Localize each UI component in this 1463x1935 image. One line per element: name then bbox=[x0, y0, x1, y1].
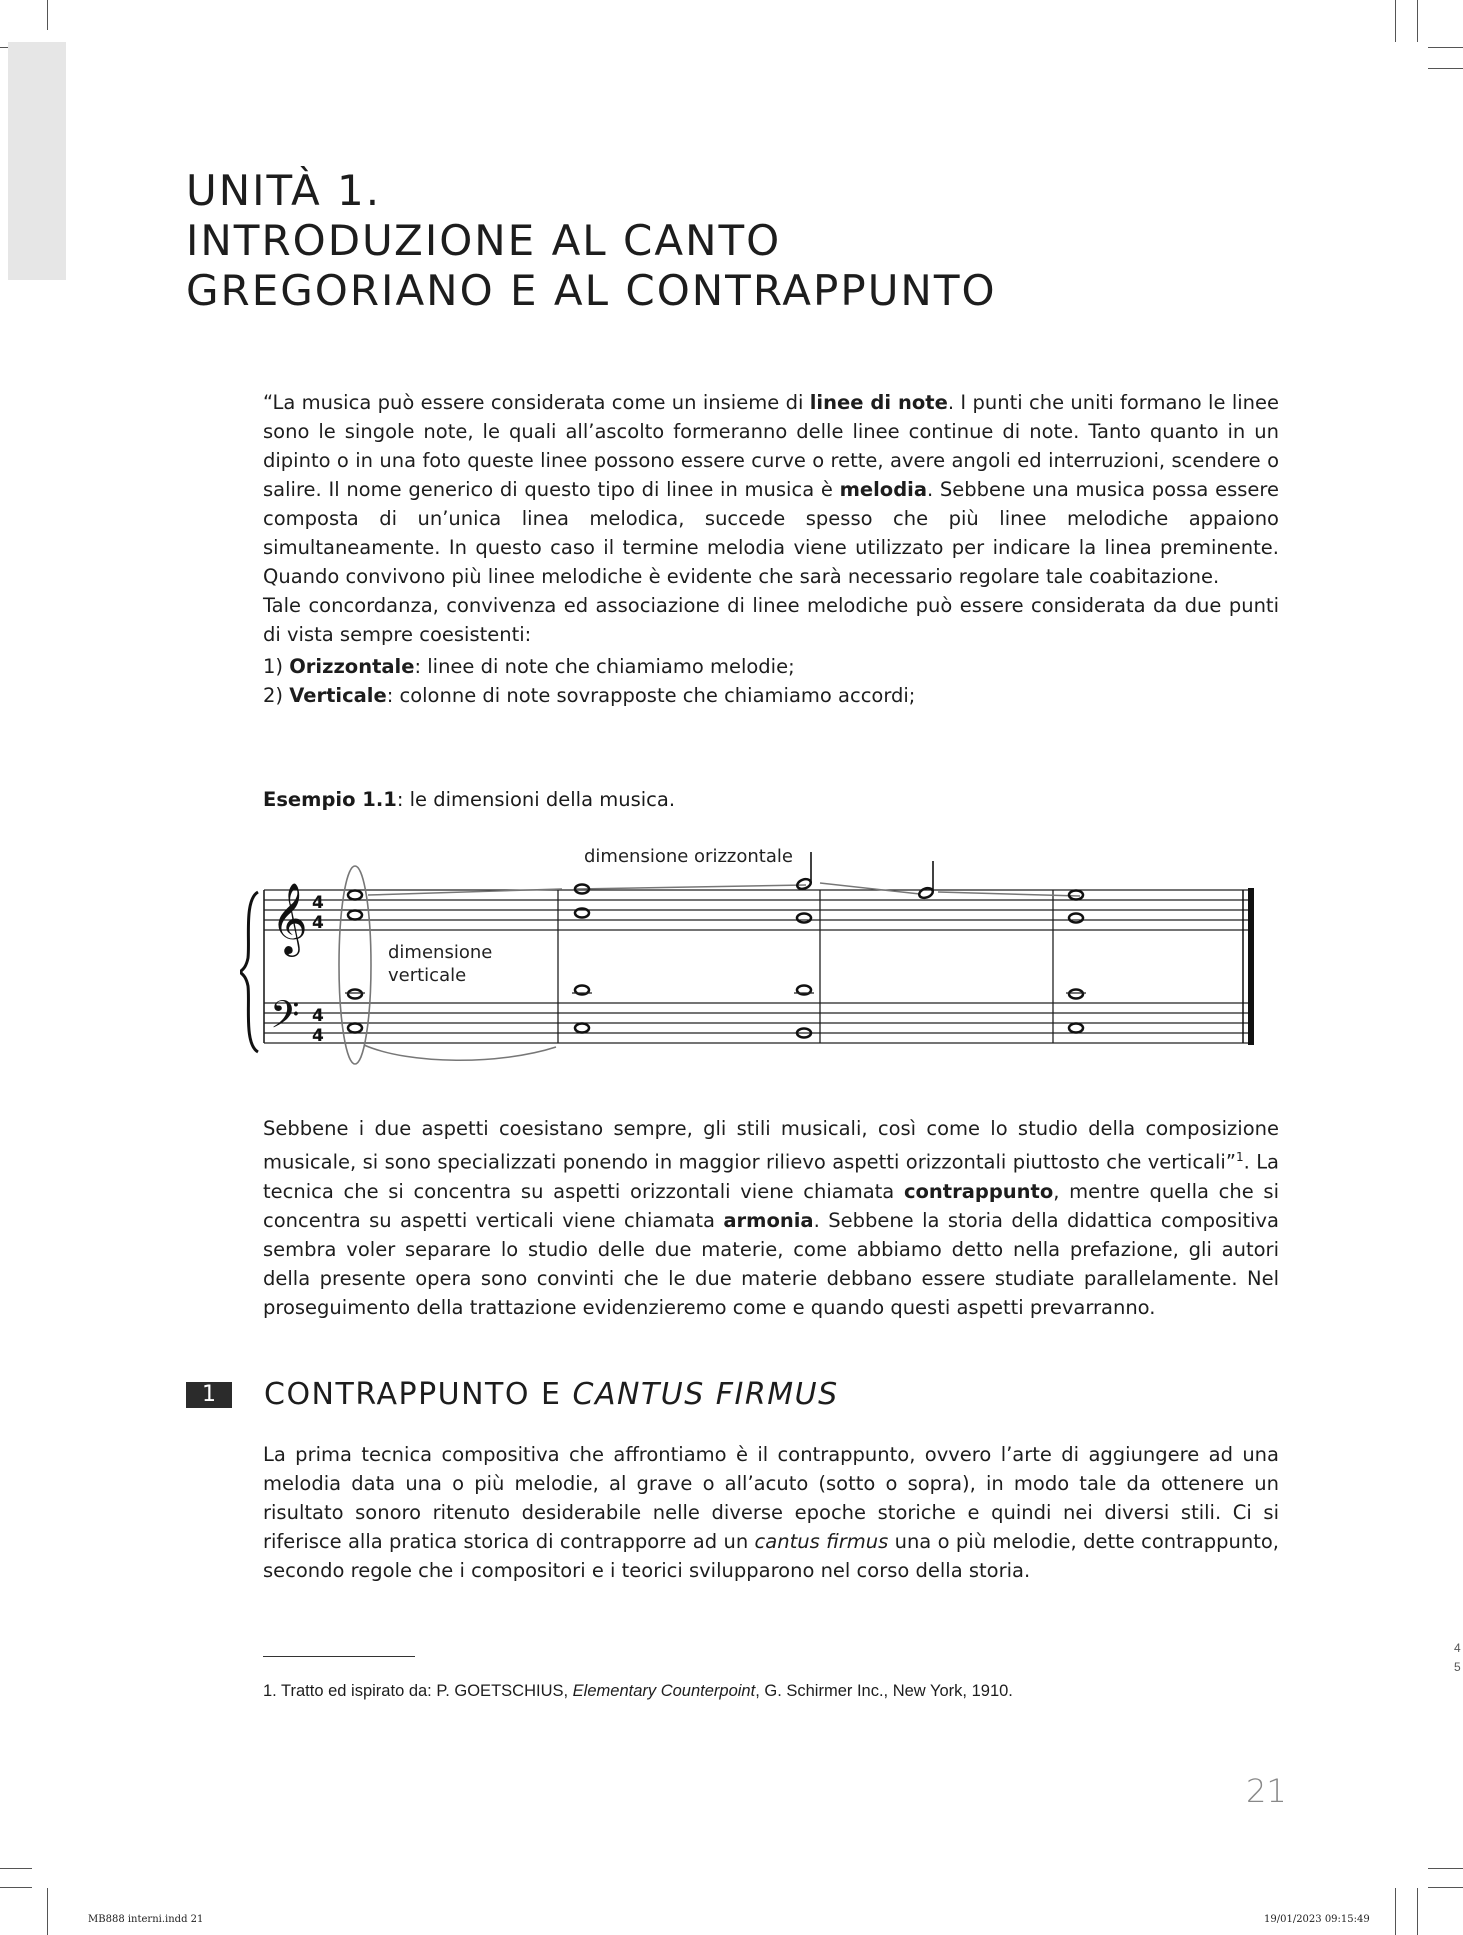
list-text: : linee di note che chiamiamo melodie; bbox=[414, 655, 795, 678]
term-armonia: armonia bbox=[723, 1208, 814, 1232]
slug-filename: MB888 interni.indd 21 bbox=[88, 1914, 204, 1925]
example-caption-text: : le dimensioni della musica. bbox=[396, 788, 676, 811]
section-title-italic: CANTUS FIRMUS bbox=[572, 1377, 839, 1412]
crop-mark bbox=[1417, 0, 1418, 42]
horizontal-dimension-label: dimensione orizzontale bbox=[584, 846, 793, 867]
whole-note bbox=[797, 914, 811, 1038]
intro-paragraph-1 bbox=[263, 388, 1279, 591]
text-run: . I punti che uniti formano le linee sono le singole note, le quali all’ascolto formeranno delle linee continue di note. Tanto quanto in un dipinto o in una foto queste linee possono essere curve o rette, avere angoli ed interruzioni, scendere o salire. Il nome generico di questo tipo di linee in musica è bbox=[263, 391, 1280, 501]
edge-mark: 5 bbox=[1454, 1660, 1461, 1674]
crop-mark bbox=[1428, 1887, 1463, 1888]
crop-mark bbox=[1395, 0, 1396, 42]
text-run: , G. Schirmer Inc., New York, 1910. bbox=[755, 1682, 1013, 1700]
list-number: 2) bbox=[263, 684, 284, 707]
section-paragraph bbox=[263, 1440, 1279, 1585]
treble-staff bbox=[264, 890, 1254, 930]
intro-text bbox=[263, 388, 1279, 710]
vertical-dimension-label-1: dimensione bbox=[388, 942, 493, 963]
term-cantus-firmus: cantus firmus bbox=[754, 1530, 889, 1553]
section-number-badge: 1 bbox=[186, 1382, 232, 1408]
term-melodia: melodia bbox=[839, 478, 927, 501]
crop-mark bbox=[1417, 1888, 1418, 1935]
term-contrappunto: contrappunto bbox=[903, 1179, 1054, 1203]
footnote-reference[interactable]: 1 bbox=[1235, 1150, 1244, 1164]
svg-text:4: 4 bbox=[312, 913, 324, 933]
section-title bbox=[264, 1377, 839, 1412]
crop-mark bbox=[0, 1868, 32, 1869]
time-signature-bass bbox=[312, 1006, 324, 1046]
whole-note bbox=[575, 885, 589, 1033]
after-example-paragraph bbox=[263, 1114, 1279, 1322]
svg-text:4: 4 bbox=[312, 893, 324, 913]
bass-connecting-arc bbox=[364, 1045, 556, 1060]
text-run: . Sebbene la storia della didattica compositiva sembra voler separare lo studio delle due materie, come abbiamo detto nella prefazione, gli autori della presente opera sono convinti che le due materie debbano essere studiate parallelamente. Nel proseguimento della trattazione evidenzieremo come e quando questi aspetti prevarranno. bbox=[263, 1208, 1280, 1319]
whole-note bbox=[1069, 891, 1083, 1033]
text-run: , mentre quella che si concentra su aspetti verticali viene chiamata bbox=[263, 1179, 1279, 1232]
text-run: La prima tecnica compositiva che affrontiamo è il contrappunto, ovvero l’arte di aggiungere ad una melodia data una o più melodie, al grave o all’acuto (sotto o sopra), in modo tale da ottenere un risultato sonoro ritenuto desiderabile nelle diverse epoche storiche e quindi nei diversi stili. Ci si riferisce alla pratica storica di contrapporre ad un bbox=[263, 1443, 1279, 1553]
text-run: “La musica può essere considerata come un insieme di bbox=[263, 391, 810, 414]
text-run: Sebbene i due aspetti coesistano sempre, gli stili musicali, così come lo studio della composizione musicale, si sono specializzati ponendo in maggior rilievo aspetti orizzontali piuttosto che verticali” bbox=[263, 1117, 1279, 1174]
music-example-figure bbox=[240, 840, 1280, 1070]
chapter-heading-line-2: INTRODUZIONE AL CANTO bbox=[186, 216, 782, 265]
list-number: 1) bbox=[263, 655, 284, 678]
list-term: Orizzontale bbox=[289, 655, 415, 678]
treble-clef-icon: 𝄞 bbox=[271, 881, 308, 954]
chapter-heading-line-3: GREGORIANO E AL CONTRAPPUNTO bbox=[186, 266, 997, 315]
list-item-verticale bbox=[263, 681, 1279, 710]
text-run: 1. Tratto ed ispirato da: P. GOETSCHIUS, bbox=[263, 1682, 573, 1700]
crop-mark bbox=[1428, 47, 1463, 48]
list-item-orizzontale bbox=[263, 652, 1279, 681]
bass-clef-icon: 𝄢 bbox=[270, 992, 300, 1046]
footnote-book-title: Elementary Counterpoint bbox=[572, 1682, 756, 1700]
vertical-dimension-label-2: verticale bbox=[388, 965, 467, 986]
crop-mark bbox=[47, 0, 48, 30]
example-number: Esempio 1.1 bbox=[263, 788, 397, 811]
svg-text:4: 4 bbox=[312, 1026, 324, 1046]
chapter-heading-line-1: UNITÀ 1. bbox=[186, 166, 382, 215]
crop-mark bbox=[47, 1888, 48, 1935]
svg-text:4: 4 bbox=[312, 1006, 324, 1026]
text-run: una o più melodie, dette contrappunto, secondo regole che i compositori e i teorici svilupparono nel corso della storia. bbox=[263, 1530, 1280, 1582]
vertical-dimension-ellipse bbox=[339, 866, 371, 1064]
grand-staff-brace bbox=[240, 892, 258, 1052]
time-signature-treble bbox=[312, 893, 324, 933]
final-barline-thick bbox=[1248, 888, 1254, 1045]
term-linee-di-note: linee di note bbox=[809, 391, 948, 414]
crop-mark bbox=[1395, 1888, 1396, 1935]
after-example-text bbox=[263, 1114, 1279, 1322]
list-text: : colonne di note sovrapposte che chiamiamo accordi; bbox=[386, 684, 916, 707]
bass-staff bbox=[264, 1003, 1254, 1043]
crop-mark bbox=[1428, 68, 1463, 69]
list-term: Verticale bbox=[289, 684, 387, 707]
edge-mark: 4 bbox=[1454, 1641, 1461, 1655]
section-title-text: CONTRAPPUNTO E bbox=[264, 1377, 573, 1412]
crop-mark bbox=[0, 1887, 32, 1888]
chapter-heading bbox=[186, 166, 1286, 316]
intro-paragraph-2: Tale concordanza, convivenza ed associazione di linee melodiche può essere considerata da due punti di vista sempre coesistenti: bbox=[263, 594, 1279, 646]
whole-note bbox=[348, 891, 362, 1033]
page-number: 21 bbox=[1246, 1772, 1287, 1810]
section-text bbox=[263, 1440, 1279, 1585]
slug-timestamp: 19/01/2023 09:15:49 bbox=[1264, 1914, 1370, 1925]
text-run: . La tecnica che si concentra su aspetti orizzontali viene chiamata bbox=[263, 1150, 1280, 1203]
footnote-divider bbox=[263, 1656, 415, 1657]
example-caption bbox=[263, 788, 675, 811]
footnote bbox=[263, 1682, 1013, 1701]
chapter-tab bbox=[8, 42, 66, 280]
text-run: . Sebbene una musica possa essere composta di un’unica linea melodica, succede spesso che più linee melodiche appaiono simultaneamente. In questo caso il termine melodia viene utilizzato per indicare la linea preminente. Quando convivono più linee melodiche è evidente che sarà necessario regolare tale coabitazione. bbox=[263, 478, 1279, 588]
crop-mark bbox=[1428, 1868, 1463, 1869]
